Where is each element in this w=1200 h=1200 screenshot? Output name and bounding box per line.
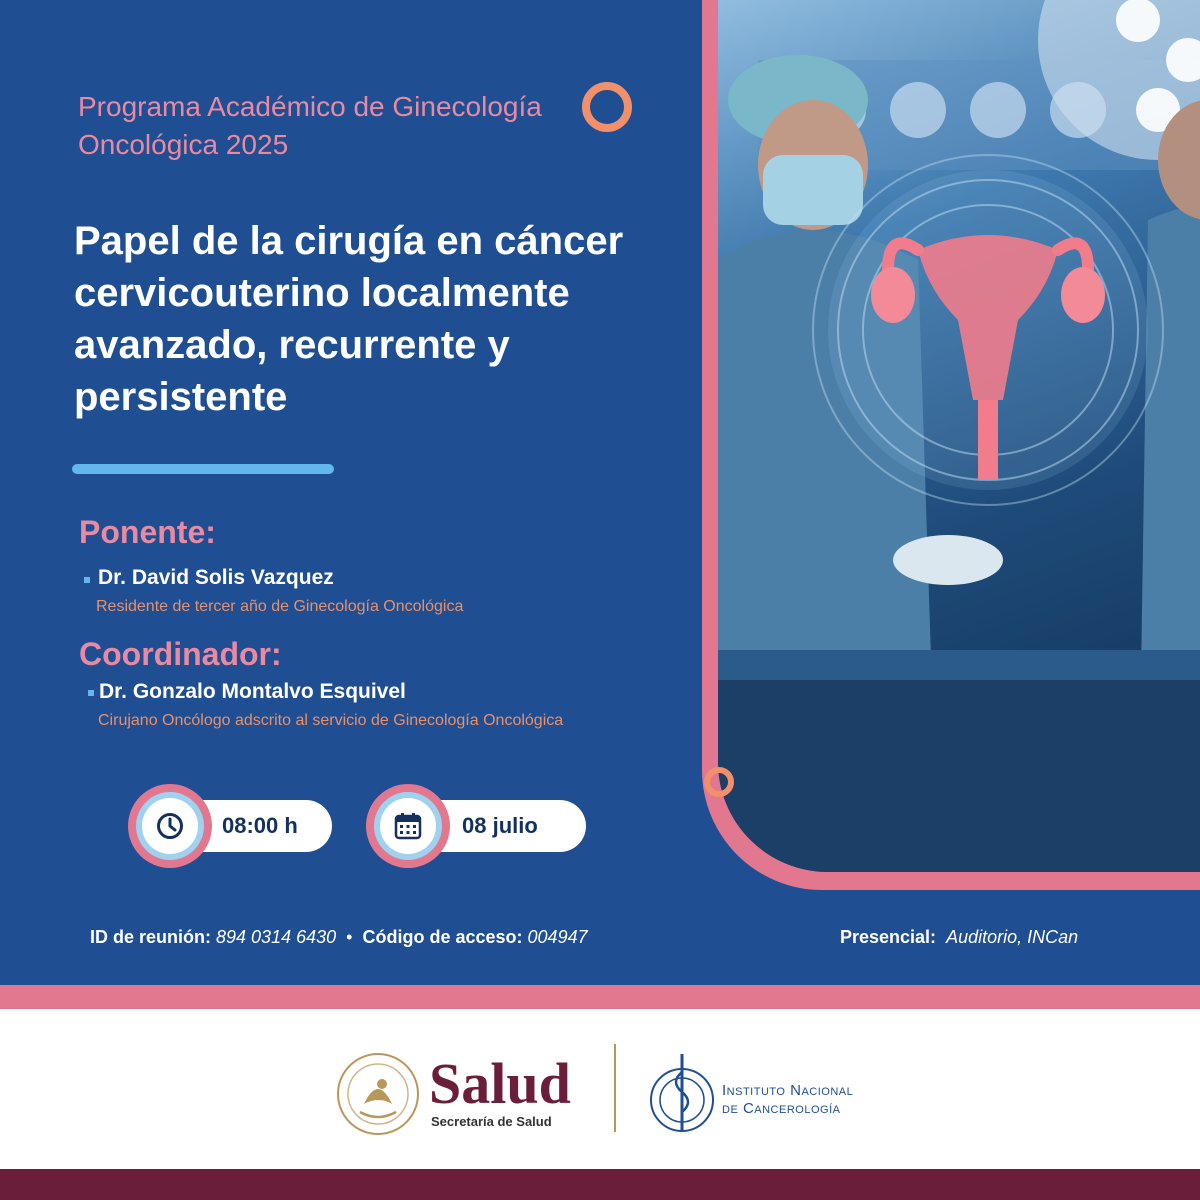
clock-icon [156, 812, 184, 840]
meeting-id-label: ID de reunión: [90, 927, 211, 947]
coordinator-heading: Coordinador: [79, 636, 282, 672]
speaker-role: Residente de tercer año de Ginecología Oncológica [96, 598, 464, 615]
footer [0, 1009, 1200, 1169]
date-text: 08 julio [462, 813, 538, 838]
speaker-bullet [84, 577, 90, 583]
talk-title: Papel de la cirugía en cáncer cervicouterino localmente avanzado, recurrente y persistente [74, 219, 624, 419]
coordinator-name: Dr. Gonzalo Montalvo Esquivel [99, 680, 406, 703]
meeting-id-value: 894 0314 6430 [216, 927, 337, 947]
footer-divider [614, 1044, 616, 1132]
meeting-separator: • [346, 927, 353, 947]
incan-name [722, 1082, 853, 1118]
pink-band [0, 985, 1200, 1009]
coordinator-bullet [88, 690, 94, 696]
salud-subtitle: Secretaría de Salud [431, 1114, 552, 1129]
incan-name-line2: de Cancerología [722, 1100, 841, 1117]
venue-info [840, 927, 1078, 948]
incan-seal-icon [648, 1052, 716, 1136]
time-text: 08:00 h [222, 813, 298, 838]
access-code-value: 004947 [527, 927, 588, 947]
maroon-band [0, 1169, 1200, 1200]
meeting-info [90, 927, 588, 948]
orange-ring-decoration [704, 767, 734, 797]
speaker-heading: Ponente: [79, 514, 216, 550]
program-title: Programa Académico de Ginecología Oncológica 2025 [78, 91, 542, 160]
coordinator-role: Cirujano Oncólogo adscrito al servicio de Ginecología Oncológica [98, 712, 564, 729]
mexico-coat-of-arms-icon [336, 1052, 420, 1136]
access-code-label: Código de acceso: [362, 927, 523, 947]
calendar-icon [394, 812, 422, 840]
incan-name-line1: Instituto Nacional [722, 1082, 854, 1099]
salud-wordmark: Salud [429, 1051, 571, 1116]
venue-label: Presencial: [840, 927, 937, 947]
speaker-name: Dr. David Solis Vazquez [98, 566, 334, 589]
date-badge [366, 784, 450, 868]
surgery-photo [718, 0, 1200, 872]
venue-value: Auditorio, INCan [946, 927, 1079, 947]
time-badge [128, 784, 212, 868]
title-divider [72, 464, 334, 474]
